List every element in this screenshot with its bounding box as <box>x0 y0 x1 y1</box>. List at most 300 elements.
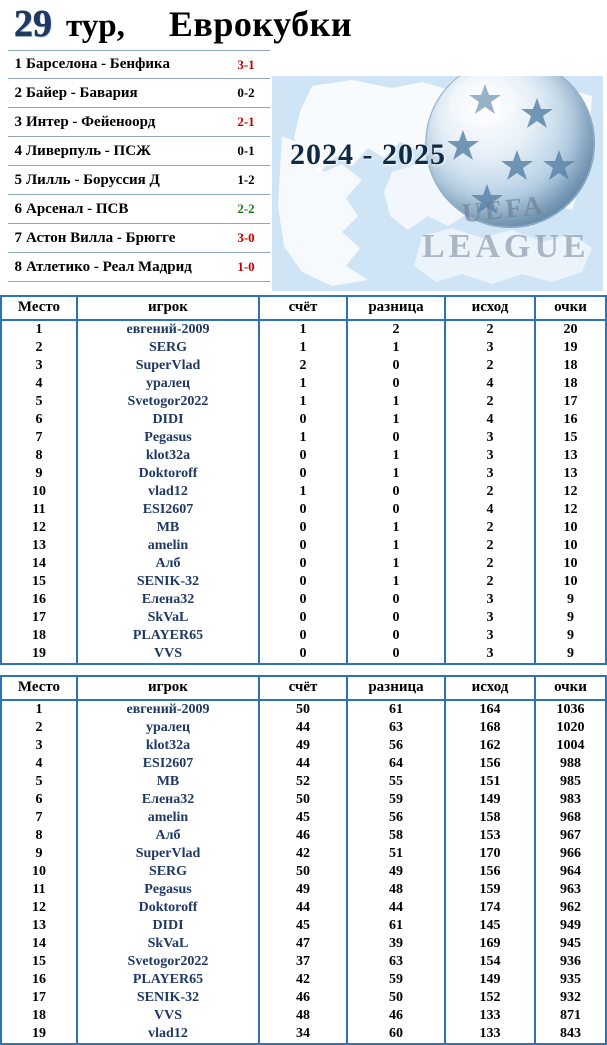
cell-diff: 0 <box>347 645 445 664</box>
total-standings-table <box>0 675 607 1045</box>
cell-player: VVS <box>77 1007 259 1025</box>
cell-diff: 48 <box>347 881 445 899</box>
cell-player: Алб <box>77 555 259 573</box>
cell-place: 16 <box>1 971 77 989</box>
cell-diff: 60 <box>347 1025 445 1044</box>
cell-player: SERG <box>77 863 259 881</box>
page-title: Еврокубки <box>168 4 353 44</box>
cell-score: 0 <box>259 609 347 627</box>
column-header-outcome: исход <box>445 676 535 700</box>
cell-player: klot32a <box>77 447 259 465</box>
cell-outcome: 3 <box>445 627 535 645</box>
cell-outcome: 4 <box>445 375 535 393</box>
match-score: 1-0 <box>237 259 255 274</box>
cell-outcome: 3 <box>445 447 535 465</box>
cell-place: 19 <box>1 1025 77 1044</box>
cell-player: Doktoroff <box>77 465 259 483</box>
match-index: 7 <box>14 229 22 246</box>
cell-outcome: 2 <box>445 483 535 501</box>
cell-points: 1036 <box>535 700 606 719</box>
cell-points: 945 <box>535 935 606 953</box>
cell-place: 19 <box>1 645 77 664</box>
cell-points: 966 <box>535 845 606 863</box>
match-score: 0-2 <box>237 85 255 100</box>
cell-points: 988 <box>535 755 606 773</box>
cell-diff: 1 <box>347 339 445 357</box>
cell-outcome: 145 <box>445 917 535 935</box>
cell-player: SERG <box>77 339 259 357</box>
cell-points: 963 <box>535 881 606 899</box>
cell-points: 13 <box>535 447 606 465</box>
cell-diff: 0 <box>347 429 445 447</box>
cell-outcome: 174 <box>445 899 535 917</box>
table-header-row <box>1 296 606 320</box>
cell-score: 42 <box>259 971 347 989</box>
cell-outcome: 3 <box>445 645 535 664</box>
cell-place: 7 <box>1 429 77 447</box>
cell-score: 0 <box>259 573 347 591</box>
match-row <box>8 253 270 282</box>
cell-outcome: 154 <box>445 953 535 971</box>
cell-place: 1 <box>1 320 77 339</box>
cell-outcome: 159 <box>445 881 535 899</box>
cell-points: 9 <box>535 609 606 627</box>
cell-diff: 1 <box>347 555 445 573</box>
match-row <box>8 166 270 195</box>
tour-label: тур, <box>66 8 125 44</box>
cell-score: 0 <box>259 501 347 519</box>
table-row <box>1 953 606 971</box>
cell-score: 48 <box>259 1007 347 1025</box>
cell-points: 964 <box>535 863 606 881</box>
cell-points: 932 <box>535 989 606 1007</box>
table-row <box>1 755 606 773</box>
cell-outcome: 149 <box>445 791 535 809</box>
cell-player: DIDI <box>77 917 259 935</box>
cell-score: 1 <box>259 339 347 357</box>
cell-outcome: 168 <box>445 719 535 737</box>
cell-place: 13 <box>1 537 77 555</box>
cell-outcome: 153 <box>445 827 535 845</box>
table-row <box>1 519 606 537</box>
cell-points: 962 <box>535 899 606 917</box>
cell-diff: 0 <box>347 609 445 627</box>
cell-player: MB <box>77 773 259 791</box>
cell-outcome: 158 <box>445 809 535 827</box>
match-teams: Арсенал - ПСВ <box>26 200 129 217</box>
table-row <box>1 465 606 483</box>
cell-place: 2 <box>1 719 77 737</box>
cell-outcome: 133 <box>445 1007 535 1025</box>
cell-points: 10 <box>535 555 606 573</box>
match-row <box>8 50 270 79</box>
cell-player: VVS <box>77 645 259 664</box>
cell-score: 0 <box>259 591 347 609</box>
cell-outcome: 3 <box>445 609 535 627</box>
cell-diff: 59 <box>347 971 445 989</box>
cell-points: 9 <box>535 591 606 609</box>
cell-points: 12 <box>535 483 606 501</box>
cell-points: 12 <box>535 501 606 519</box>
cell-score: 52 <box>259 773 347 791</box>
cell-points: 985 <box>535 773 606 791</box>
table-row <box>1 573 606 591</box>
cell-points: 1020 <box>535 719 606 737</box>
cell-diff: 46 <box>347 1007 445 1025</box>
cell-player: Елена32 <box>77 591 259 609</box>
table-row <box>1 339 606 357</box>
table-row <box>1 393 606 411</box>
match-score: 3-1 <box>237 56 255 72</box>
table-row <box>1 447 606 465</box>
table-row <box>1 320 606 339</box>
cell-outcome: 4 <box>445 411 535 429</box>
cell-points: 983 <box>535 791 606 809</box>
cell-player: евгений-2009 <box>77 320 259 339</box>
cell-diff: 51 <box>347 845 445 863</box>
cell-outcome: 3 <box>445 465 535 483</box>
cell-score: 50 <box>259 863 347 881</box>
cell-diff: 39 <box>347 935 445 953</box>
match-index: 8 <box>14 258 22 275</box>
cell-score: 1 <box>259 429 347 447</box>
cell-diff: 61 <box>347 917 445 935</box>
cell-points: 18 <box>535 375 606 393</box>
match-teams: Атлетико - Реал Мадрид <box>26 258 192 275</box>
cell-place: 1 <box>1 700 77 719</box>
page-header <box>0 0 607 46</box>
cell-player: ESI2607 <box>77 501 259 519</box>
cell-diff: 59 <box>347 791 445 809</box>
cell-player: SENIK-32 <box>77 989 259 1007</box>
table-row <box>1 555 606 573</box>
cell-place: 3 <box>1 357 77 375</box>
cell-points: 10 <box>535 537 606 555</box>
cell-player: DIDI <box>77 411 259 429</box>
cell-score: 44 <box>259 719 347 737</box>
match-score: 1-2 <box>237 172 255 187</box>
column-header-place: Место <box>1 296 77 320</box>
cell-outcome: 2 <box>445 320 535 339</box>
table-row <box>1 737 606 755</box>
cell-outcome: 3 <box>445 429 535 447</box>
table-row <box>1 881 606 899</box>
match-teams: Интер - Фейеноорд <box>26 113 156 130</box>
table-row <box>1 845 606 863</box>
match-score: 3-0 <box>237 230 255 245</box>
table-row <box>1 429 606 447</box>
match-index: 4 <box>14 142 22 159</box>
cell-diff: 49 <box>347 863 445 881</box>
cell-diff: 1 <box>347 411 445 429</box>
cell-outcome: 169 <box>445 935 535 953</box>
cell-player: klot32a <box>77 737 259 755</box>
cell-points: 935 <box>535 971 606 989</box>
cell-diff: 0 <box>347 375 445 393</box>
cell-place: 16 <box>1 591 77 609</box>
cell-player: ESI2607 <box>77 755 259 773</box>
cell-outcome: 2 <box>445 519 535 537</box>
cell-points: 10 <box>535 519 606 537</box>
cell-player: vlad12 <box>77 1025 259 1044</box>
cell-outcome: 2 <box>445 393 535 411</box>
cell-score: 46 <box>259 989 347 1007</box>
cell-score: 1 <box>259 393 347 411</box>
cell-player: amelin <box>77 809 259 827</box>
cell-score: 50 <box>259 700 347 719</box>
cell-score: 1 <box>259 375 347 393</box>
cell-score: 0 <box>259 645 347 664</box>
cell-score: 49 <box>259 881 347 899</box>
match-index: 6 <box>14 200 22 217</box>
cell-outcome: 149 <box>445 971 535 989</box>
cell-points: 936 <box>535 953 606 971</box>
match-index: 2 <box>14 84 22 101</box>
cell-points: 10 <box>535 573 606 591</box>
cell-place: 10 <box>1 483 77 501</box>
cell-score: 46 <box>259 827 347 845</box>
cell-outcome: 2 <box>445 555 535 573</box>
cell-player: SkVaL <box>77 935 259 953</box>
tour-standings-table <box>0 295 607 665</box>
table-row <box>1 719 606 737</box>
cell-player: Svetogor2022 <box>77 393 259 411</box>
cell-place: 10 <box>1 863 77 881</box>
table-row <box>1 899 606 917</box>
cell-diff: 1 <box>347 537 445 555</box>
table-row <box>1 827 606 845</box>
cell-points: 19 <box>535 339 606 357</box>
cell-place: 15 <box>1 953 77 971</box>
cell-score: 42 <box>259 845 347 863</box>
cell-player: уралец <box>77 719 259 737</box>
cell-points: 871 <box>535 1007 606 1025</box>
cell-place: 8 <box>1 827 77 845</box>
cell-points: 968 <box>535 809 606 827</box>
cell-points: 949 <box>535 917 606 935</box>
cell-diff: 0 <box>347 483 445 501</box>
cell-player: vlad12 <box>77 483 259 501</box>
cell-diff: 64 <box>347 755 445 773</box>
cell-player: PLAYER65 <box>77 627 259 645</box>
cell-player: MB <box>77 519 259 537</box>
cell-outcome: 3 <box>445 591 535 609</box>
cell-points: 13 <box>535 465 606 483</box>
cell-outcome: 164 <box>445 700 535 719</box>
cell-points: 843 <box>535 1025 606 1044</box>
match-score: 2-1 <box>237 114 255 129</box>
cell-outcome: 156 <box>445 863 535 881</box>
cell-points: 9 <box>535 627 606 645</box>
cell-place: 15 <box>1 573 77 591</box>
cell-points: 17 <box>535 393 606 411</box>
cell-diff: 50 <box>347 989 445 1007</box>
cell-place: 3 <box>1 737 77 755</box>
top-section <box>0 46 607 291</box>
cell-place: 6 <box>1 411 77 429</box>
cell-points: 9 <box>535 645 606 664</box>
match-teams: Барселона - Бенфика <box>26 56 170 72</box>
table-header-row <box>1 676 606 700</box>
tournament-banner <box>272 76 603 291</box>
cell-place: 8 <box>1 447 77 465</box>
match-index: 1 <box>14 56 22 72</box>
cell-diff: 63 <box>347 953 445 971</box>
cell-score: 47 <box>259 935 347 953</box>
cell-diff: 1 <box>347 465 445 483</box>
cell-place: 2 <box>1 339 77 357</box>
cell-points: 1004 <box>535 737 606 755</box>
cell-score: 45 <box>259 809 347 827</box>
column-header-outcome: исход <box>445 296 535 320</box>
cell-score: 0 <box>259 537 347 555</box>
table-row <box>1 483 606 501</box>
match-score: 2-2 <box>237 201 255 216</box>
table-row <box>1 700 606 719</box>
cell-player: SENIK-32 <box>77 573 259 591</box>
cell-score: 0 <box>259 465 347 483</box>
match-index: 3 <box>14 113 22 130</box>
cell-place: 9 <box>1 465 77 483</box>
cell-place: 17 <box>1 609 77 627</box>
cell-score: 45 <box>259 917 347 935</box>
table-row <box>1 537 606 555</box>
cell-score: 0 <box>259 627 347 645</box>
column-header-score: счёт <box>259 296 347 320</box>
cell-outcome: 4 <box>445 501 535 519</box>
cell-diff: 0 <box>347 591 445 609</box>
cell-place: 18 <box>1 1007 77 1025</box>
column-header-points: очки <box>535 676 606 700</box>
cell-score: 1 <box>259 483 347 501</box>
cell-diff: 44 <box>347 899 445 917</box>
cell-score: 37 <box>259 953 347 971</box>
cell-player: PLAYER65 <box>77 971 259 989</box>
cell-diff: 56 <box>347 737 445 755</box>
cell-score: 44 <box>259 899 347 917</box>
table-row <box>1 1025 606 1044</box>
tour-number: 29 <box>14 3 52 45</box>
match-row <box>8 137 270 166</box>
cell-diff: 0 <box>347 627 445 645</box>
match-row <box>8 195 270 224</box>
table-row <box>1 609 606 627</box>
cell-place: 14 <box>1 935 77 953</box>
table-row <box>1 971 606 989</box>
cell-player: SuperVlad <box>77 357 259 375</box>
match-row <box>8 224 270 253</box>
table-row <box>1 989 606 1007</box>
table-row <box>1 591 606 609</box>
table-row <box>1 411 606 429</box>
cell-points: 16 <box>535 411 606 429</box>
cell-score: 44 <box>259 755 347 773</box>
season-label: 2024 - 2025 <box>290 138 446 171</box>
cell-diff: 61 <box>347 700 445 719</box>
cell-score: 0 <box>259 411 347 429</box>
cell-player: Алб <box>77 827 259 845</box>
match-row <box>8 108 270 137</box>
cell-place: 12 <box>1 899 77 917</box>
cell-diff: 2 <box>347 320 445 339</box>
match-teams: Астон Вилла - Брюгге <box>26 229 176 246</box>
cell-place: 17 <box>1 989 77 1007</box>
cell-player: SuperVlad <box>77 845 259 863</box>
column-header-player: игрок <box>77 296 259 320</box>
cell-score: 50 <box>259 791 347 809</box>
match-score: 0-1 <box>237 143 255 158</box>
match-teams: Байер - Бавария <box>26 84 138 101</box>
cell-place: 11 <box>1 501 77 519</box>
cell-points: 18 <box>535 357 606 375</box>
table-row <box>1 501 606 519</box>
cell-place: 9 <box>1 845 77 863</box>
cell-diff: 58 <box>347 827 445 845</box>
cell-player: Pegasus <box>77 881 259 899</box>
cell-outcome: 170 <box>445 845 535 863</box>
cell-place: 4 <box>1 375 77 393</box>
cell-score: 0 <box>259 555 347 573</box>
match-teams: Ливерпуль - ПСЖ <box>26 142 151 159</box>
cell-place: 5 <box>1 393 77 411</box>
match-teams: Лилль - Боруссия Д <box>26 171 160 188</box>
cell-outcome: 3 <box>445 339 535 357</box>
cell-player: Svetogor2022 <box>77 953 259 971</box>
cell-score: 0 <box>259 447 347 465</box>
cell-place: 7 <box>1 809 77 827</box>
cell-diff: 1 <box>347 447 445 465</box>
cell-player: Елена32 <box>77 791 259 809</box>
cell-outcome: 162 <box>445 737 535 755</box>
cell-score: 2 <box>259 357 347 375</box>
cell-diff: 0 <box>347 357 445 375</box>
cell-player: Pegasus <box>77 429 259 447</box>
cell-diff: 55 <box>347 773 445 791</box>
cell-score: 49 <box>259 737 347 755</box>
match-list <box>8 50 270 282</box>
column-header-score: счёт <box>259 676 347 700</box>
cell-outcome: 156 <box>445 755 535 773</box>
cell-player: Doktoroff <box>77 899 259 917</box>
cell-points: 15 <box>535 429 606 447</box>
cell-player: amelin <box>77 537 259 555</box>
column-header-points: очки <box>535 296 606 320</box>
match-index: 5 <box>14 171 22 188</box>
cell-place: 11 <box>1 881 77 899</box>
cell-diff: 1 <box>347 519 445 537</box>
cell-outcome: 2 <box>445 537 535 555</box>
column-header-diff: разница <box>347 676 445 700</box>
cell-player: SkVaL <box>77 609 259 627</box>
table-row <box>1 935 606 953</box>
table-row <box>1 917 606 935</box>
column-header-player: игрок <box>77 676 259 700</box>
cell-diff: 1 <box>347 393 445 411</box>
cell-diff: 1 <box>347 573 445 591</box>
column-header-place: Место <box>1 676 77 700</box>
cell-diff: 63 <box>347 719 445 737</box>
cell-place: 5 <box>1 773 77 791</box>
table-row <box>1 357 606 375</box>
cell-place: 18 <box>1 627 77 645</box>
cell-outcome: 2 <box>445 573 535 591</box>
cell-points: 20 <box>535 320 606 339</box>
cell-diff: 0 <box>347 501 445 519</box>
cell-score: 0 <box>259 519 347 537</box>
cell-outcome: 151 <box>445 773 535 791</box>
cell-place: 14 <box>1 555 77 573</box>
cell-player: евгений-2009 <box>77 700 259 719</box>
